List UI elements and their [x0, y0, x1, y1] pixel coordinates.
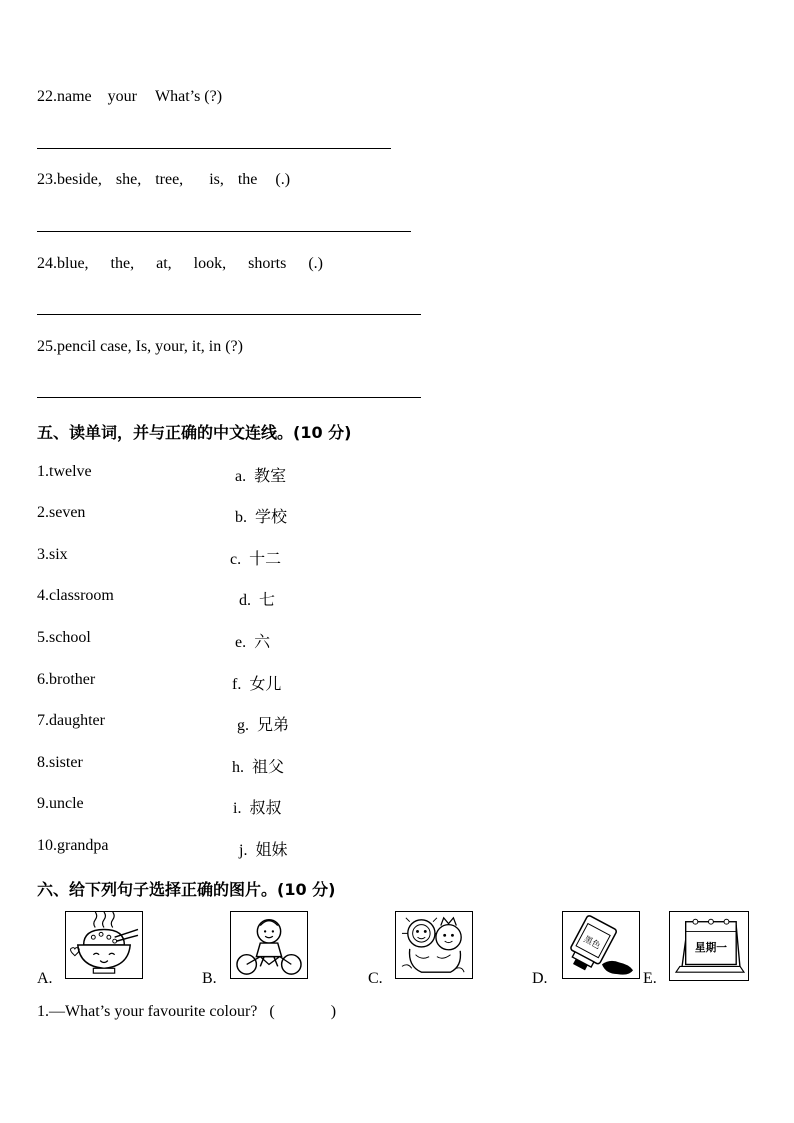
section-5-title: 五、读单词，并与正确的中文连线。(10 分) [37, 423, 352, 442]
match-left-9: 9.uncle [37, 795, 84, 812]
picture-label-b: B. [202, 970, 217, 987]
picture-b-bicycle[interactable] [230, 911, 308, 979]
word: your [107, 88, 137, 105]
answer-line-23[interactable] [37, 231, 411, 232]
chinese-word: 学校 [255, 507, 288, 526]
question-number: 25. [37, 338, 57, 355]
match-right-h [232, 754, 284, 777]
match-right-i [233, 795, 281, 818]
word: pencil case, Is, your, it, in (?) [57, 338, 243, 355]
match-left-1: 1.twelve [37, 463, 92, 480]
calendar-label: 星期一 [694, 940, 727, 954]
word: tree, [155, 171, 184, 188]
answer-line-25[interactable] [37, 397, 421, 398]
question-number: 22. [37, 88, 57, 105]
word: beside, [57, 171, 102, 188]
option-letter: g. [237, 717, 249, 734]
match-right-d [239, 587, 275, 610]
match-right-f [232, 671, 281, 694]
question-22 [37, 88, 222, 106]
match-right-c [230, 546, 281, 569]
question-number: 24. [37, 255, 57, 272]
match-left-4: 4.classroom [37, 587, 114, 604]
calendar-icon [670, 912, 748, 980]
section-6-question-1 [37, 1003, 336, 1021]
question-text: 1.—What’s your favourite colour? [37, 1003, 258, 1020]
match-right-b [235, 504, 287, 527]
chinese-word: 十二 [249, 549, 282, 568]
chinese-word: 姐妹 [255, 840, 288, 859]
answer-blank[interactable]: ( ) [269, 1003, 337, 1020]
match-right-a [235, 463, 286, 486]
match-left-3: 3.six [37, 546, 68, 563]
animals-icon [396, 912, 472, 978]
picture-c-animals[interactable] [395, 911, 473, 979]
picture-e-calendar[interactable] [669, 911, 749, 981]
word: look, [193, 255, 227, 272]
answer-line-24[interactable] [37, 314, 421, 315]
question-24 [37, 255, 323, 273]
question-number: 23. [37, 171, 57, 188]
option-letter: b. [235, 509, 247, 526]
match-right-j [239, 837, 287, 860]
word: blue, [57, 255, 89, 272]
option-letter: e. [235, 634, 247, 651]
chinese-word: 女儿 [249, 674, 282, 693]
option-letter: f. [232, 676, 242, 693]
match-left-2: 2.seven [37, 504, 86, 521]
chinese-word: 六 [254, 632, 271, 651]
paint-tube-icon [563, 912, 639, 978]
word: the, [110, 255, 135, 272]
word: shorts [248, 255, 287, 272]
match-left-7: 7.daughter [37, 712, 105, 729]
chinese-word: 叔叔 [249, 798, 282, 817]
chinese-word: 兄弟 [257, 715, 290, 734]
chinese-word: 教室 [254, 466, 287, 485]
option-letter: c. [230, 551, 242, 568]
option-letter: a. [235, 468, 247, 485]
word: she, [115, 171, 142, 188]
word: the [237, 171, 258, 188]
picture-label-d: D. [532, 970, 548, 987]
option-letter: h. [232, 759, 244, 776]
section-6-title: 六、给下列句子选择正确的图片。(10 分) [37, 880, 336, 899]
match-left-5: 5.school [37, 629, 91, 646]
question-25 [37, 338, 243, 356]
word: name [57, 88, 92, 105]
question-23 [37, 171, 290, 189]
word: (.) [275, 171, 291, 188]
option-letter: d. [239, 592, 251, 609]
bicycle-icon [231, 912, 307, 978]
picture-label-e: E. [643, 970, 657, 987]
match-right-g [237, 712, 289, 735]
word: What’s (?) [154, 88, 223, 105]
answer-line-22[interactable] [37, 148, 391, 149]
word: at, [156, 255, 172, 272]
picture-d-paint[interactable] [562, 911, 640, 979]
word: (.) [308, 255, 323, 272]
word: is, [209, 171, 224, 188]
picture-label-a: A. [37, 970, 53, 987]
option-letter: i. [233, 800, 242, 817]
rice-bowl-icon [66, 912, 142, 978]
chinese-word: 七 [259, 590, 276, 609]
picture-a-rice-bowl[interactable] [65, 911, 143, 979]
option-letter: j. [239, 842, 248, 859]
match-left-8: 8.sister [37, 754, 83, 771]
match-left-6: 6.brother [37, 671, 96, 688]
picture-label-c: C. [368, 970, 383, 987]
chinese-word: 祖父 [252, 757, 285, 776]
paint-label: 黑色 [581, 934, 602, 952]
match-right-e [235, 629, 270, 652]
match-left-10: 10.grandpa [37, 837, 109, 854]
